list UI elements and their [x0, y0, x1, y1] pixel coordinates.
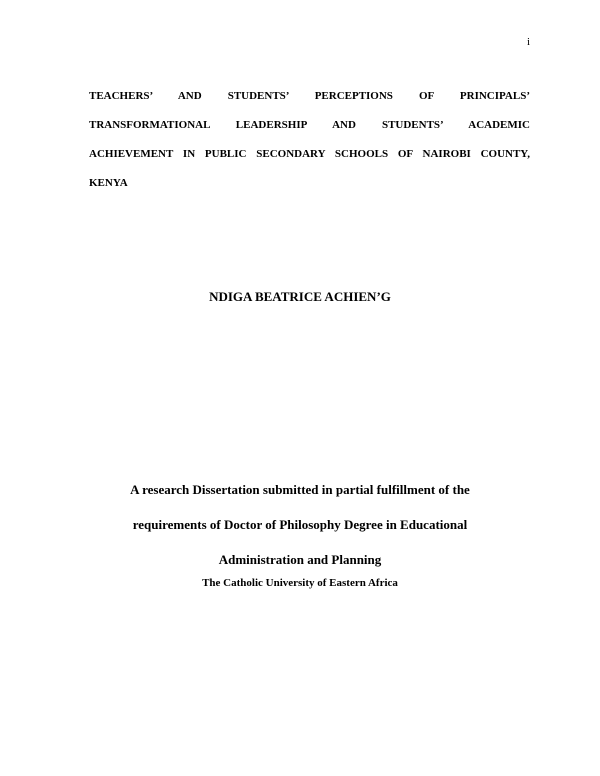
- author-name: NDIGA BEATRICE ACHIEN’G: [209, 289, 391, 304]
- page-number: i: [526, 36, 530, 48]
- submission-line-2: requirements of Doctor of Philosophy Degree in Educational: [132, 517, 468, 532]
- institution-name: The Catholic University of Eastern Africa: [202, 577, 398, 589]
- submission-statement: [0, 482, 600, 587]
- title-line-4: KENYA: [89, 177, 128, 189]
- title-line-2: TRANSFORMATIONAL LEADERSHIP AND STUDENTS’ ACADEMIC: [89, 119, 530, 131]
- dissertation-title: [89, 89, 530, 205]
- submission-line-3: Administration and Planning: [218, 552, 382, 567]
- submission-line-1: A research Dissertation submitted in partial fulfillment of the: [130, 482, 470, 497]
- title-line-1: TEACHERS’ AND STUDENTS’ PERCEPTIONS OF PRINCIPALS’: [89, 90, 530, 102]
- title-line-3: ACHIEVEMENT IN PUBLIC SECONDARY SCHOOLS OF NAIROBI COUNTY,: [89, 148, 530, 160]
